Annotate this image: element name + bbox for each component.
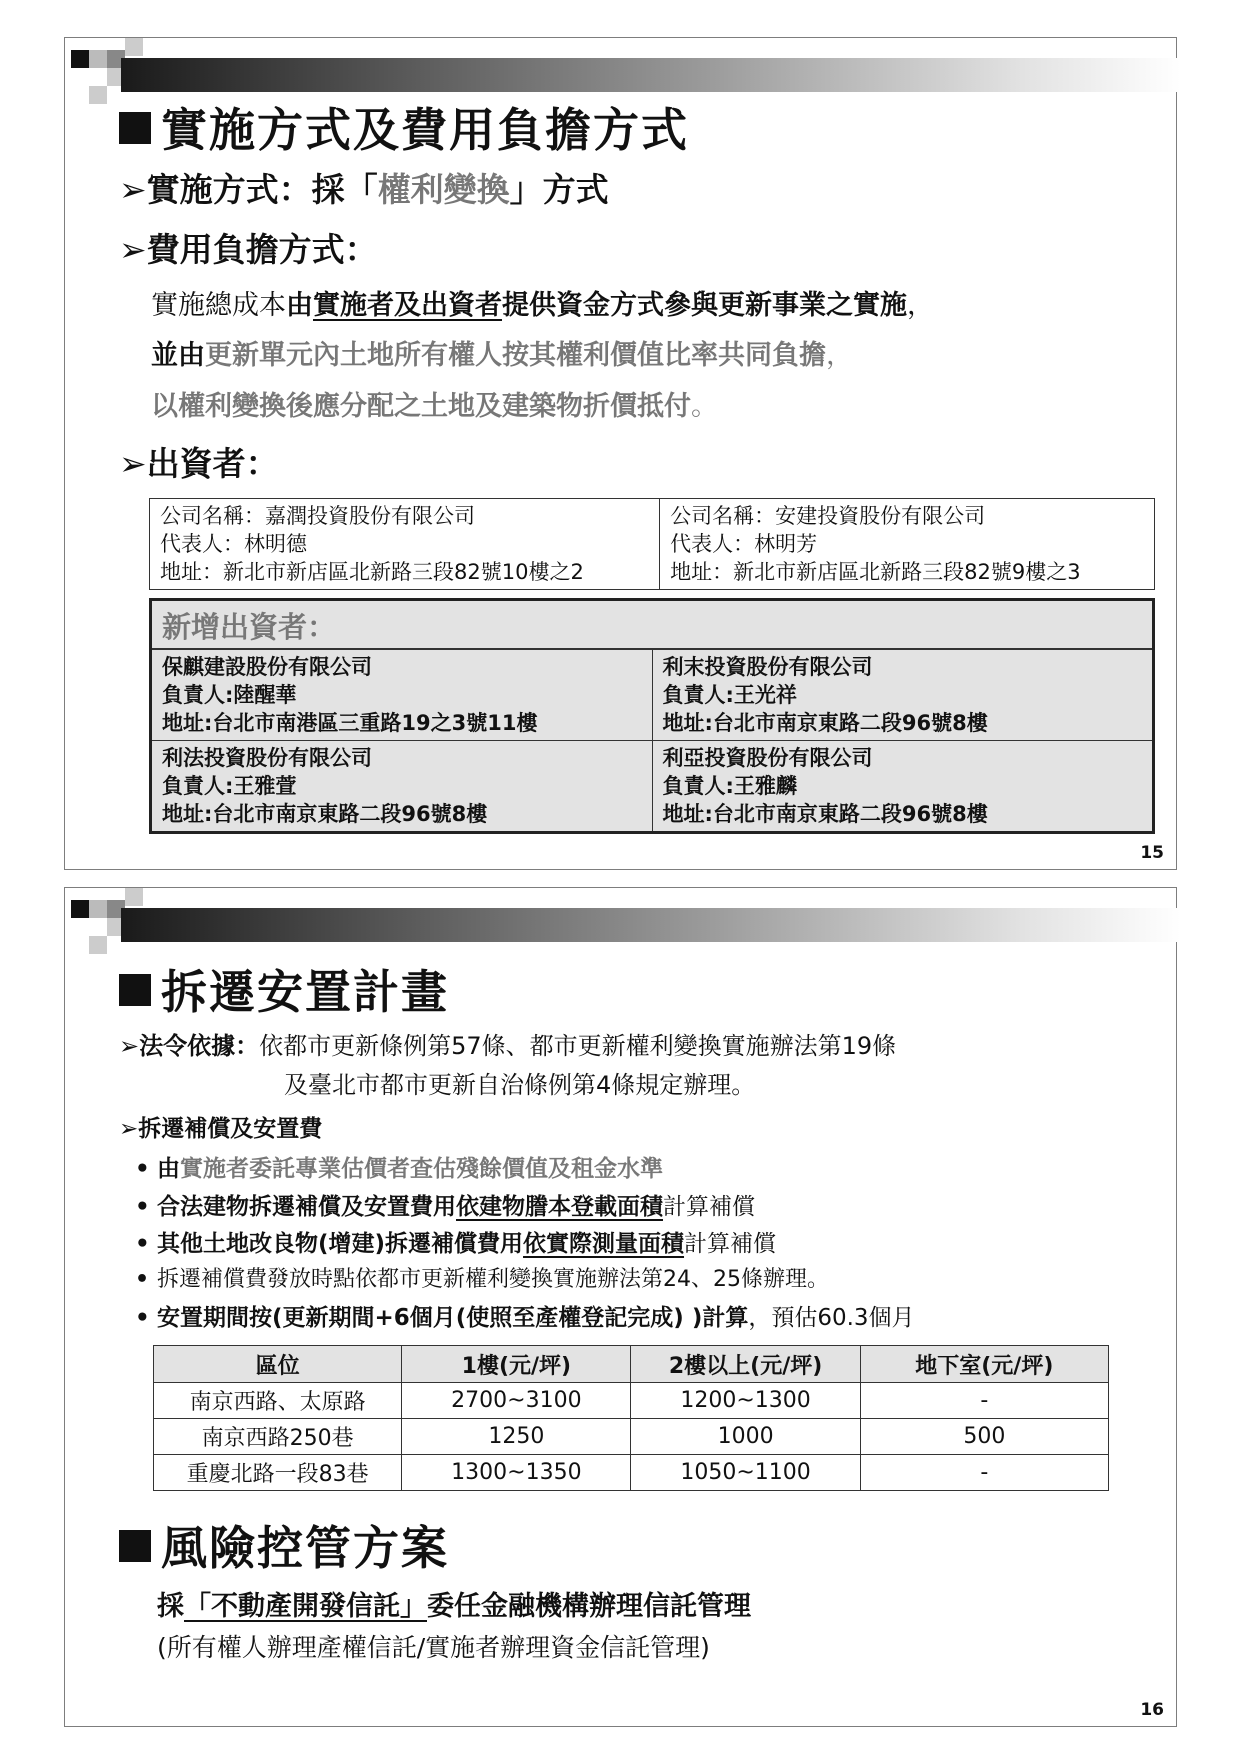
new-investor-cell: 利末投資股份有限公司 負責人:王光祥 地址:台北市南京東路二段96號8樓 [652, 650, 1152, 741]
compensation-heading: ➢拆遷補償及安置費 [119, 1116, 323, 1142]
table-row [154, 1419, 1109, 1455]
bullet-item: • 拆遷補償費發放時點依都市更新權利變換實施辦法第24、25條辦理。 [135, 1267, 829, 1292]
risk-title: 風險控管方案 [119, 1512, 449, 1578]
square-bullet-icon [119, 112, 151, 144]
risk-line1: 採「不動產開發信託」委任金融機構辦理信託管理 [157, 1591, 751, 1622]
investor-cell: 公司名稱：嘉潤投資股份有限公司 代表人：林明德 地址：新北市新店區北新路三段82號10樓之2 [150, 499, 660, 590]
legal-basis-line2: 及臺北市都市更新自治條例第4條規定辦理。 [284, 1071, 756, 1099]
table-cell: 1250 [402, 1419, 631, 1455]
slide-15 [64, 37, 1177, 870]
square-bullet-icon [119, 1530, 151, 1562]
column-header: 區位 [154, 1346, 402, 1383]
new-investor-cell: 保麒建設股份有限公司 負責人:陸醒華 地址:台北市南港區三重路19之3號11樓 [152, 650, 652, 741]
investor-cell: 公司名稱：安建投資股份有限公司 代表人：林明芳 地址：新北市新店區北新路三段82號9樓之3 [660, 499, 1155, 590]
cost-paragraph-line1: 實施總成本由實施者及出資者提供資金方式參與更新事業之實施， [151, 290, 934, 321]
bullet-item: • 由實施者委託專業估價者查估殘餘價值及租金水準 [135, 1156, 663, 1182]
legal-basis-line1: ➢法令依據：依都市更新條例第57條、都市更新權利變換實施辦法第19條 [119, 1032, 897, 1060]
arrow-bullet-icon: ➢ [119, 1032, 140, 1060]
table-cell: 南京西路250巷 [154, 1419, 402, 1455]
table-cell: 2700~3100 [402, 1383, 631, 1419]
risk-line2: (所有權人辦理產權信託/實施者辦理資金信託管理) [157, 1633, 710, 1662]
table-row [154, 1383, 1109, 1419]
table-cell: 1050~1100 [631, 1455, 860, 1491]
table-cell: 1200~1300 [631, 1383, 860, 1419]
implementation-method: ➢實施方式：採「權利變換」方式 [119, 170, 609, 209]
table-row [154, 1455, 1109, 1491]
column-header: 2樓以上(元/坪) [631, 1346, 860, 1383]
table-cell: 南京西路、太原路 [154, 1383, 402, 1419]
bullet-item: • 安置期間按(更新期間+6個月(使照至產權登記完成) )計算，預估60.3個月 [135, 1305, 915, 1331]
slide-16 [64, 887, 1177, 1727]
investor-heading: ➢出資者： [119, 444, 279, 483]
table-cell: 1300~1350 [402, 1455, 631, 1491]
table-cell: - [860, 1455, 1108, 1491]
table-header-row [154, 1346, 1109, 1383]
arrow-bullet-icon: ➢ [119, 444, 147, 483]
page-number: 16 [1140, 1700, 1164, 1720]
investor-table [149, 498, 1155, 590]
new-investor-cell: 利亞投資股份有限公司 負責人:王雅麟 地址:台北市南京東路二段96號8樓 [652, 741, 1152, 832]
cost-method-heading: ➢費用負擔方式： [119, 230, 378, 269]
bullet-item: • 合法建物拆遷補償及安置費用依建物謄本登載面積計算補償 [135, 1194, 755, 1220]
slide-title: 實施方式及費用負擔方式 [119, 94, 689, 160]
table-cell: 重慶北路一段83巷 [154, 1455, 402, 1491]
cost-paragraph-line2: 並由更新單元內土地所有權人按其權利價值比率共同負擔， [151, 340, 853, 371]
new-investor-table [149, 598, 1155, 834]
new-investor-cell: 利法投資股份有限公司 負責人:王雅萱 地址:台北市南京東路二段96號8樓 [152, 741, 652, 832]
arrow-bullet-icon: ➢ [119, 170, 147, 209]
bullet-item: • 其他土地改良物(增建)拆遷補償費用依實際測量面積計算補償 [135, 1231, 777, 1257]
slide-title: 拆遷安置計畫 [119, 956, 449, 1022]
arrow-bullet-icon: ➢ [119, 1116, 139, 1142]
header-decoration [65, 38, 1176, 98]
compensation-table [153, 1345, 1109, 1491]
column-header: 1樓(元/坪) [402, 1346, 631, 1383]
table-cell: 1000 [631, 1419, 860, 1455]
table-cell: 500 [860, 1419, 1108, 1455]
square-bullet-icon [119, 974, 151, 1006]
arrow-bullet-icon: ➢ [119, 230, 147, 269]
column-header: 地下室(元/坪) [860, 1346, 1108, 1383]
header-decoration [65, 888, 1176, 948]
new-investor-heading: 新增出資者： [152, 601, 1152, 649]
table-cell: - [860, 1383, 1108, 1419]
page-number: 15 [1140, 843, 1164, 863]
cost-paragraph-line3: 以權利變換後應分配之土地及建築物折價抵付。 [151, 391, 718, 422]
